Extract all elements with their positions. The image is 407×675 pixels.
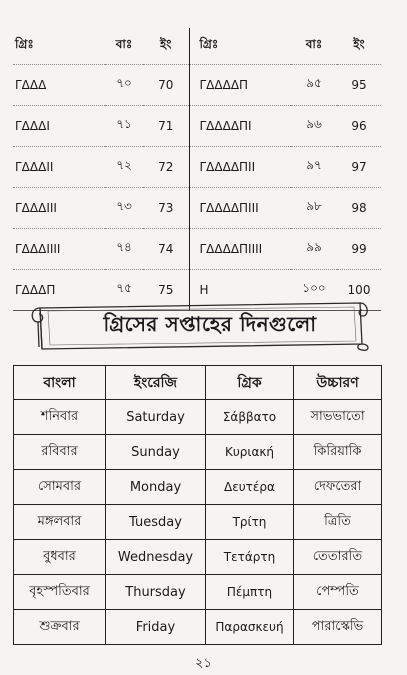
- bangla-day: শুক্রবার: [14, 610, 106, 645]
- bangla-number: ১০০: [291, 270, 337, 311]
- table-row: [13, 147, 381, 188]
- header-english: ইং: [143, 28, 189, 65]
- bangla-number: ৭৩: [105, 188, 143, 229]
- greek-numeral: ΓΔΔΔΔΠ: [189, 65, 291, 106]
- english-number: 97: [337, 147, 381, 188]
- greek-numeral: ΓΔΔΔΔΠΙΙΙΙ: [189, 229, 291, 270]
- table-row: [14, 435, 382, 470]
- bangla-day: বৃহস্পতিবার: [14, 575, 106, 610]
- bangla-number: ৭০: [105, 65, 143, 106]
- english-day: Monday: [106, 470, 206, 505]
- english-number: 95: [337, 65, 381, 106]
- section-title: গ্রিসের সপ্তাহের দিনগুলো: [103, 311, 317, 336]
- bangla-number: ৯৯: [291, 229, 337, 270]
- header-english: ইং: [337, 28, 381, 65]
- header-bangla: বাঃ: [105, 28, 143, 65]
- english-number: 72: [143, 147, 189, 188]
- header-greek: গ্রিঃ: [189, 28, 291, 65]
- greek-day: Παρασκευή: [206, 610, 294, 645]
- bangla-day: সোমবার: [14, 470, 106, 505]
- pronunciation: পারাস্কেভি: [294, 610, 382, 645]
- bangla-day: মঙ্গলবার: [14, 505, 106, 540]
- english-number: 74: [143, 229, 189, 270]
- header-english: ইংরেজি: [106, 366, 206, 400]
- greek-day: Δευτέρα: [206, 470, 294, 505]
- bangla-number: ৭১: [105, 106, 143, 147]
- pronunciation: দেফতেরা: [294, 470, 382, 505]
- english-day: Tuesday: [106, 505, 206, 540]
- greek-numeral: ΓΔΔΔΙ: [13, 106, 105, 147]
- header-greek: গ্রিঃ: [13, 28, 105, 65]
- english-number: 70: [143, 65, 189, 106]
- weekdays-header-row: [14, 366, 382, 400]
- greek-numeral: ΓΔΔΔΙΙΙ: [13, 188, 105, 229]
- table-row: [13, 65, 381, 106]
- english-number: 71: [143, 106, 189, 147]
- greek-numeral: ΓΔΔΔΔΠΙΙΙ: [189, 188, 291, 229]
- bangla-number: ৭২: [105, 147, 143, 188]
- greek-numeral: ΓΔΔΔΠ: [13, 270, 105, 311]
- english-day: Thursday: [106, 575, 206, 610]
- table-row: [14, 610, 382, 645]
- greek-numeral: ΓΔΔΔΙΙ: [13, 147, 105, 188]
- bangla-number: ৯৮: [291, 188, 337, 229]
- greek-day: Τετάρτη: [206, 540, 294, 575]
- english-number: 99: [337, 229, 381, 270]
- page-number: ২১: [195, 656, 212, 671]
- table-row: [14, 575, 382, 610]
- table-row: [14, 400, 382, 435]
- greek-day: Τρίτη: [206, 505, 294, 540]
- pronunciation: কিরিয়াকি: [294, 435, 382, 470]
- bangla-number: ৯৭: [291, 147, 337, 188]
- numerals-header-row: [13, 28, 381, 65]
- english-number: 73: [143, 188, 189, 229]
- english-day: Sunday: [106, 435, 206, 470]
- pronunciation: সাভভাতো: [294, 400, 382, 435]
- english-number: 98: [337, 188, 381, 229]
- scroll-banner: [26, 300, 370, 352]
- greek-day: Σάββατο: [206, 400, 294, 435]
- english-day: Friday: [106, 610, 206, 645]
- english-day: Wednesday: [106, 540, 206, 575]
- greek-numeral: ΓΔΔΔΙΙΙΙ: [13, 229, 105, 270]
- table-row: [14, 505, 382, 540]
- pronunciation: পেম্পতি: [294, 575, 382, 610]
- header-greek: গ্রিক: [206, 366, 294, 400]
- greek-day: Πέμπτη: [206, 575, 294, 610]
- bangla-number: ৭৪: [105, 229, 143, 270]
- bangla-day: বুধবার: [14, 540, 106, 575]
- english-number: 75: [143, 270, 189, 311]
- english-day: Saturday: [106, 400, 206, 435]
- greek-numeral: ΓΔΔΔΔΠΙ: [189, 106, 291, 147]
- table-row: [13, 188, 381, 229]
- header-bangla: বাংলা: [14, 366, 106, 400]
- bangla-number: ৭৫: [105, 270, 143, 311]
- pronunciation: তেতারতি: [294, 540, 382, 575]
- table-row: [14, 470, 382, 505]
- bangla-day: রবিবার: [14, 435, 106, 470]
- greek-numeral: Η: [189, 270, 291, 311]
- greek-day: Κυριακή: [206, 435, 294, 470]
- bangla-day: শনিবার: [14, 400, 106, 435]
- header-pronunciation: উচ্চারণ: [294, 366, 382, 400]
- bangla-number: ৯৫: [291, 65, 337, 106]
- bangla-number: ৯৬: [291, 106, 337, 147]
- english-number: 96: [337, 106, 381, 147]
- header-bangla: বাঃ: [291, 28, 337, 65]
- english-number: 100: [337, 270, 381, 311]
- table-row: [14, 540, 382, 575]
- pronunciation: ত্রিতি: [294, 505, 382, 540]
- greek-numerals-table: [13, 28, 381, 311]
- greek-numeral: ΓΔΔΔ: [13, 65, 105, 106]
- greek-numeral: ΓΔΔΔΔΠΙΙ: [189, 147, 291, 188]
- weekdays-table: [13, 365, 382, 645]
- table-row: [13, 106, 381, 147]
- table-row: [13, 229, 381, 270]
